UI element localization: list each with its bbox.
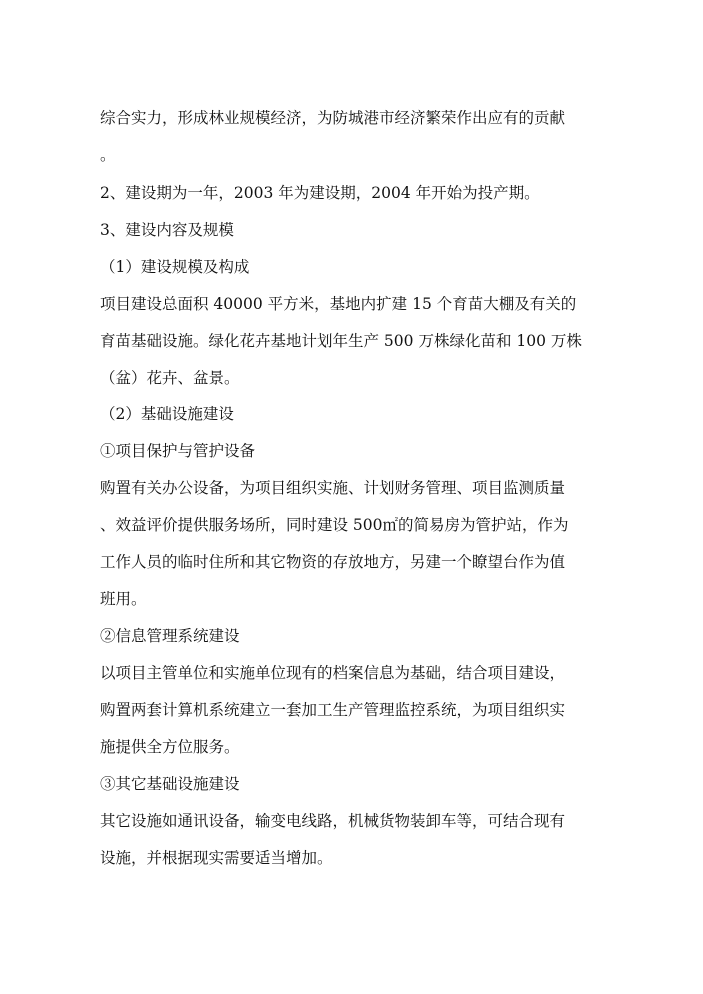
text-line: 工作人员的临时住所和其它物资的存放地方，另建一个瞭望台作为值 [100, 553, 566, 571]
text-line: 以项目主管单位和实施单位现有的档案信息为基础，结合项目建设， [100, 664, 566, 682]
text-line: 购置两套计算机系统建立一套加工生产管理监控系统，为项目组织实 [100, 701, 566, 719]
item-heading: ③其它基础设施建设 [100, 775, 240, 793]
subsection-heading: （2）基础设施建设 [100, 405, 234, 423]
text-line: 、效益评价提供服务场所，同时建设 500㎡的简易房为管护站，作为 [100, 516, 569, 534]
item-heading: ①项目保护与管护设备 [100, 442, 256, 460]
text-line: 。 [100, 146, 116, 164]
text-line: 购置有关办公设备，为项目组织实施、计划财务管理、项目监测质量 [100, 479, 566, 497]
text-line: 施提供全方位服务。 [100, 738, 240, 756]
text-line: 育苗基础设施。绿化花卉基地计划年生产 500 万株绿化苗和 100 万株 [100, 332, 582, 350]
text-line: 综合实力，形成林业规模经济，为防城港市经济繁荣作出应有的贡献 [100, 109, 566, 127]
subsection-heading: （1）建设规模及构成 [100, 258, 250, 276]
text-line: 班用。 [100, 590, 147, 608]
text-line: 其它设施如通讯设备，输变电线路，机械货物装卸车等，可结合现有 [100, 812, 566, 830]
list-item: 2、建设期为一年，2003 年为建设期，2004 年开始为投产期。 [100, 184, 540, 202]
text-line: 项目建设总面积 40000 平方米，基地内扩建 15 个育苗大棚及有关的 [100, 295, 577, 313]
text-line: 设施，并根据现实需要适当增加。 [100, 849, 333, 867]
section-heading: 3、建设内容及规模 [100, 221, 234, 239]
item-heading: ②信息管理系统建设 [100, 627, 240, 645]
text-line: （盆）花卉、盆景。 [100, 369, 240, 387]
